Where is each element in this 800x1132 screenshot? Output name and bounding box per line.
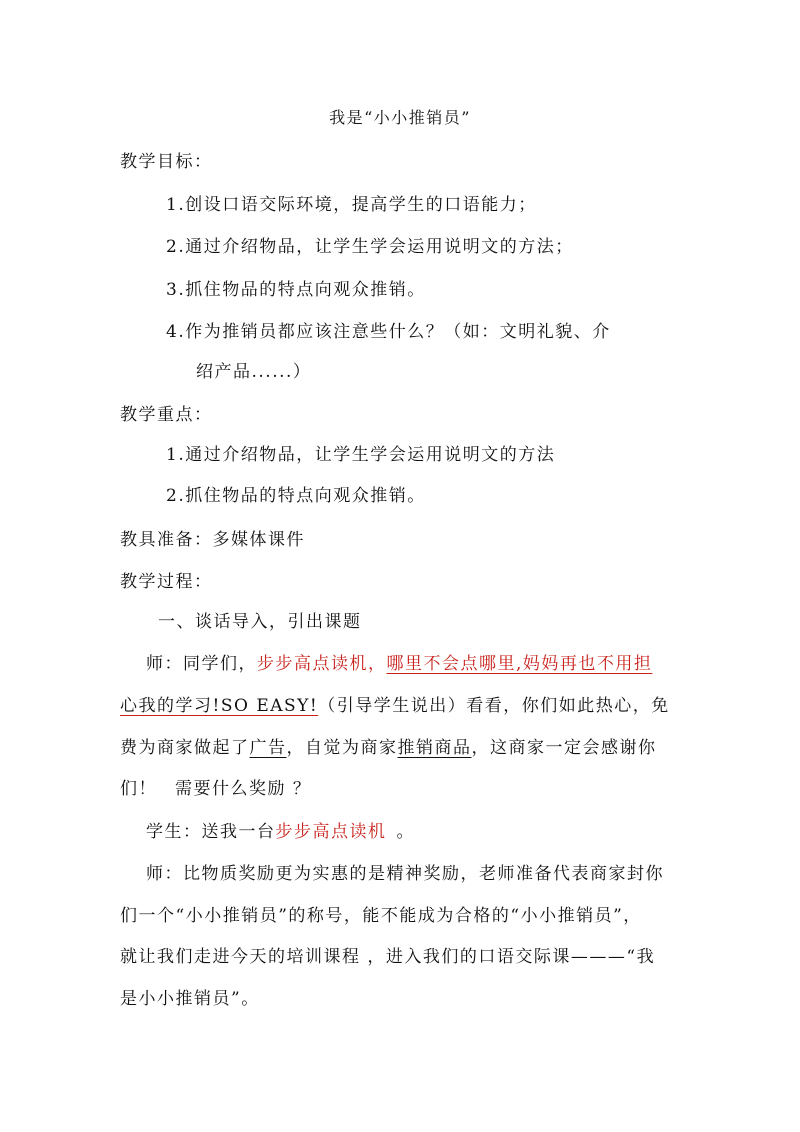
objective-item: 4.作为推销员都应该注意些什么？（如：文明礼貌、介 bbox=[166, 322, 611, 342]
underlined-word: 广告 bbox=[249, 738, 287, 758]
teacher-paragraph-line: 们一个“小小推销员”的称号，能不能成为合格的“小小推销员”， bbox=[120, 906, 642, 926]
key-point-item: 2.抓住物品的特点向观众推销。 bbox=[166, 486, 426, 506]
speaker-text: 学生：送我一台 bbox=[146, 822, 276, 842]
question-text: 需要什么奖励 ？ bbox=[175, 779, 312, 799]
speaker-text: 师：同学们， bbox=[146, 654, 257, 674]
objective-item: 3.抓住物品的特点向观众推销。 bbox=[166, 280, 426, 300]
paragraph-text: 们！ bbox=[120, 779, 157, 799]
teacher-paragraph-line: 就让我们走进今天的培训课程 ，进入我们的口语交际课———“我 bbox=[120, 947, 656, 967]
key-point-item: 1.通过介绍物品，让学生学会运用说明文的方法 bbox=[166, 445, 556, 465]
paragraph-text: 费为商家做起了 bbox=[120, 738, 250, 758]
teacher-paragraph-line bbox=[120, 777, 311, 801]
teacher-paragraph-line: 是小小推销员”。 bbox=[120, 989, 260, 1009]
paragraph-text: ，这商家一定会感谢你 bbox=[471, 738, 657, 758]
teacher-paragraph-line bbox=[120, 736, 657, 760]
objective-item: 2.通过介绍物品，让学生学会运用说明文的方法； bbox=[166, 237, 574, 257]
objective-item-continuation: 绍产品......） bbox=[196, 362, 312, 382]
underlined-word: 推销商品 bbox=[397, 738, 472, 758]
slogan-text: 心我的学习!SO EASY! bbox=[120, 696, 319, 716]
key-points-heading: 教学重点： bbox=[120, 405, 213, 425]
objective-item: 1.创设口语交际环境，提高学生的口语能力； bbox=[166, 195, 537, 215]
paragraph-text: 。 bbox=[396, 822, 415, 842]
process-heading: 教学过程： bbox=[120, 572, 213, 592]
slogan-text: 哪里不会点哪里,妈妈再也不用担 bbox=[386, 654, 653, 674]
objectives-heading: 教学目标： bbox=[120, 152, 213, 172]
paragraph-text: （引导学生说出）看看，你们如此热心，免 bbox=[318, 696, 670, 716]
student-paragraph-line bbox=[146, 820, 415, 844]
paragraph-text: ，自觉为商家 bbox=[286, 738, 398, 758]
document-title: 我是“小小推销员” bbox=[329, 108, 471, 127]
teacher-paragraph-line: 师：比物质奖励更为实惠的是精神奖励，老师准备代表商家封你 bbox=[146, 864, 664, 884]
product-name: 步步高点读机 bbox=[275, 822, 387, 842]
teacher-paragraph-line bbox=[146, 652, 652, 676]
product-name: 步步高点读机， bbox=[257, 654, 387, 674]
teacher-paragraph-line bbox=[120, 694, 670, 718]
section-heading: 一、谈话导入，引出课题 bbox=[158, 612, 362, 632]
materials-line: 教具准备：多媒体课件 bbox=[120, 530, 305, 550]
